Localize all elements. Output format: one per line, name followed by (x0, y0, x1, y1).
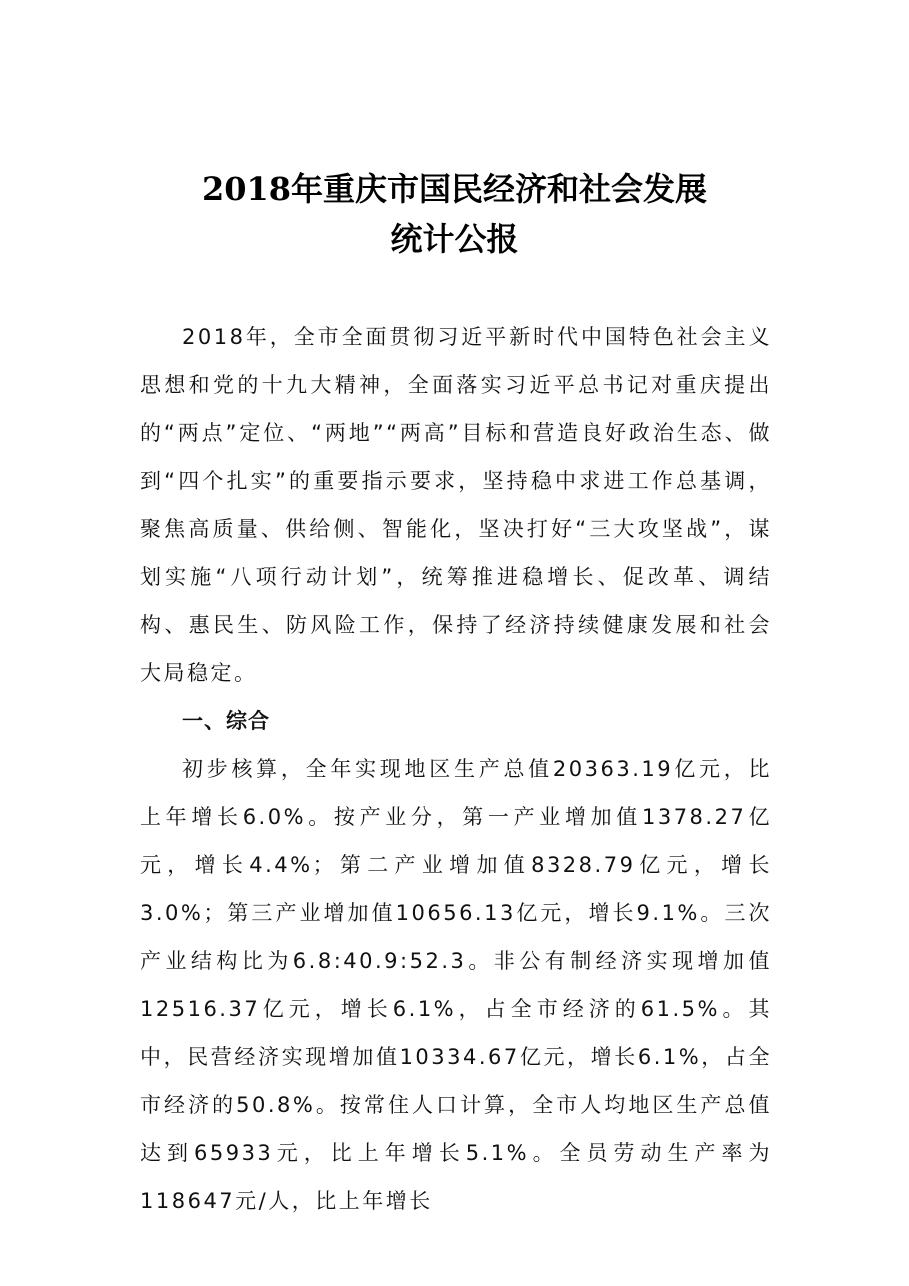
intro-paragraph: 2018年，全市全面贯彻习近平新时代中国特色社会主义思想和党的十九大精神，全面落实习近平总书记对重庆提出的“两点”定位、“两地”“两高”目标和营造良好政治生态、做到“四个扎实”的重要指示要求，坚持稳中求进工作总基调，聚焦高质量、供给侧、智能化，坚决打好“三大攻坚战”，谋划实施“八项行动计划”，统筹推进稳增长、促改革、调结构、惠民生、防风险工作，保持了经济持续健康发展和社会大局稳定。 (140, 325, 772, 685)
document-body (140, 313, 772, 1225)
document-title-line1: 2018年重庆市国民经济和社会发展 (201, 170, 708, 208)
section-heading-overview: 一、综合 (182, 709, 270, 733)
overview-paragraph: 初步核算，全年实现地区生产总值20363.19亿元，比上年增长6.0%。按产业分，第一产业增加值1378.27亿元，增长4.4%；第二产业增加值8328.79亿元，增长3.0%；第三产业增加值10656.13亿元，增长9.1%。三次产业结构比为6.8:40.9:52.3。非公有制经济实现增加值12516.37亿元，增长6.1%，占全市经济的61.5%。其中，民营经济实现增加值10334.67亿元，增长6.1%，占全市经济的50.8%。按常住人口计算，全市人均地区生产总值达到65933元，比上年增长5.1%。全员劳动生产率为118647元/人，比上年增长 (140, 757, 772, 1213)
document-title-line2: 统计公报 (390, 220, 519, 258)
